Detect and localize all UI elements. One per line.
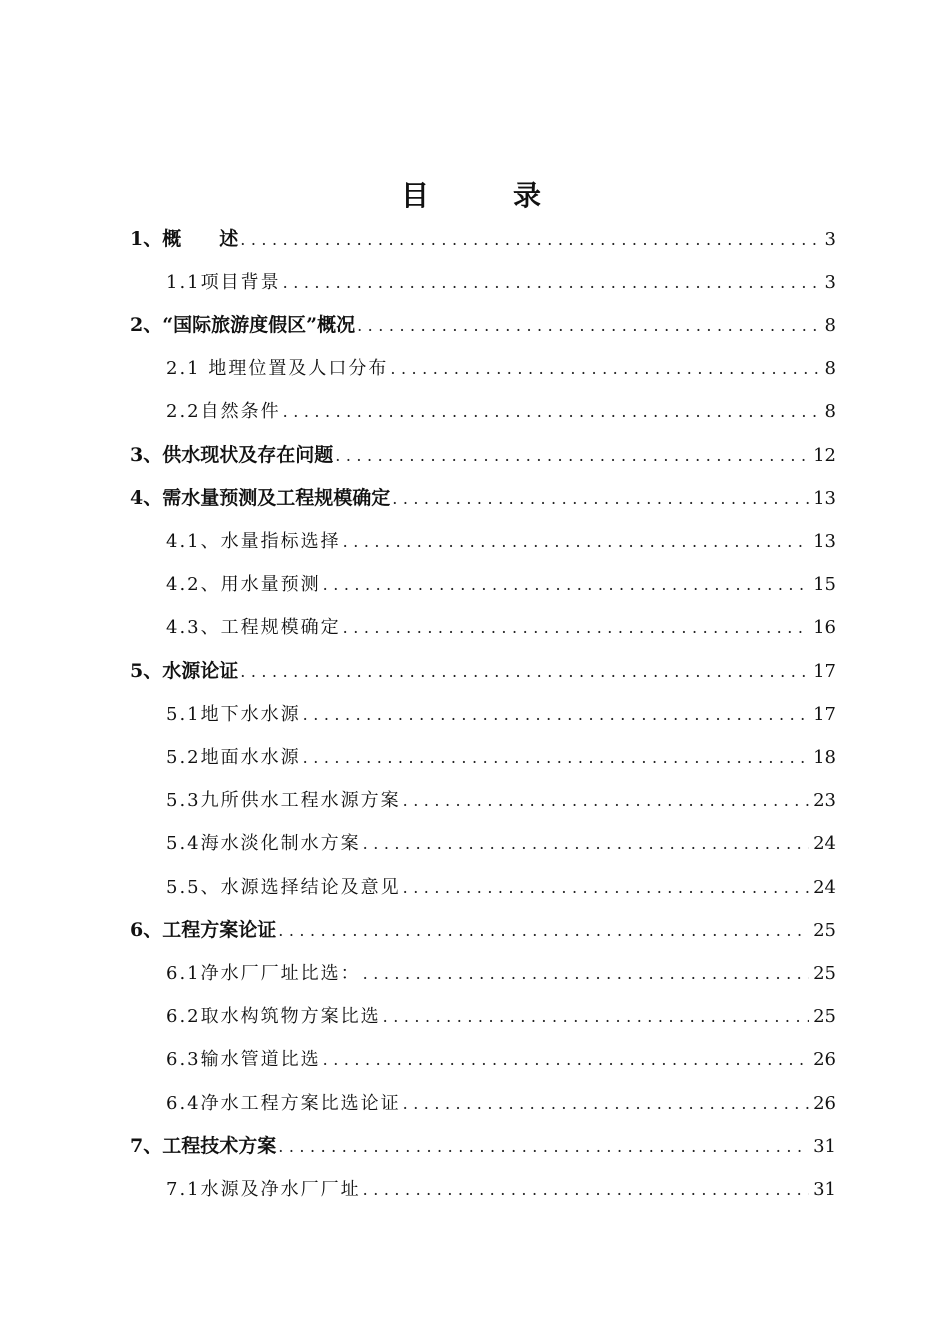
toc-entry-label: 4.1、水量指标选择 — [166, 530, 341, 552]
toc-entry[interactable] — [0, 994, 950, 1037]
toc-entry[interactable] — [0, 691, 950, 734]
toc-entry-page-number: 8 — [824, 315, 836, 337]
toc-entry[interactable] — [0, 346, 950, 389]
toc-entry[interactable] — [0, 389, 950, 432]
toc-entry[interactable] — [0, 1166, 950, 1209]
toc-entry-label: 1、概 述 — [130, 228, 239, 250]
toc-dot-leader — [323, 575, 809, 594]
toc-entry-page-number: 17 — [813, 661, 836, 682]
toc-entry-page-number: 25 — [813, 920, 836, 942]
toc-entry-page-number: 25 — [813, 962, 836, 984]
toc-entry-label: 4、需水量预测及工程规模确定 — [130, 487, 391, 510]
toc-dot-leader — [392, 489, 809, 508]
toc-entry[interactable] — [0, 950, 950, 993]
toc-dot-leader — [403, 1094, 809, 1113]
toc-entry-label: 2.2自然条件 — [166, 401, 281, 423]
toc-dot-leader — [403, 878, 809, 897]
toc-entry-label: 5.4海水淡化制水方案 — [166, 833, 361, 855]
toc-entry-page-number: 26 — [813, 1092, 836, 1114]
toc-entry[interactable] — [0, 864, 950, 907]
toc-dot-leader — [403, 791, 809, 810]
toc-dot-leader — [283, 273, 821, 292]
toc-entry-label: 5.5、水源选择结论及意见 — [166, 876, 401, 898]
toc-entry-label: 6.2取水构筑物方案比选 — [166, 1006, 381, 1028]
toc-entry-page-number: 31 — [813, 1136, 836, 1158]
toc-entry-label: 6.3输水管道比选 — [166, 1049, 321, 1071]
toc-dot-leader — [343, 532, 809, 551]
toc-entry[interactable] — [0, 259, 950, 302]
toc-entry-label: 4.2、用水量预测 — [166, 574, 321, 596]
toc-entry[interactable] — [0, 605, 950, 648]
toc-entry-label: 7.1水源及净水厂厂址 — [166, 1178, 361, 1200]
toc-entry[interactable] — [0, 518, 950, 561]
toc-entry-label: 1.1项目背景 — [166, 271, 281, 293]
toc-entry-label: 5.1地下水水源 — [166, 703, 301, 725]
toc-dot-leader — [303, 748, 809, 767]
toc-dot-leader — [363, 964, 809, 983]
toc-entry-page-number: 15 — [813, 574, 836, 596]
toc-entry-page-number: 8 — [824, 358, 836, 380]
toc-dot-leader — [278, 1137, 809, 1156]
toc-entry-label: 3、供水现状及存在问题 — [130, 444, 334, 466]
toc-entry[interactable] — [0, 1080, 950, 1123]
toc-entry[interactable] — [0, 821, 950, 864]
toc-entry-page-number: 13 — [813, 530, 836, 552]
toc-entry-page-number: 3 — [824, 229, 836, 250]
toc-entry-label: 6.4净水工程方案比选论证 — [166, 1092, 401, 1114]
toc-entry[interactable] — [0, 907, 950, 950]
toc-entry-page-number: 3 — [824, 271, 836, 293]
toc-entry[interactable] — [0, 562, 950, 605]
toc-entry-page-number: 18 — [813, 746, 836, 768]
toc-dot-leader — [240, 230, 820, 249]
toc-entry-label: 5.3九所供水工程水源方案 — [166, 790, 401, 812]
toc-entry-page-number: 17 — [813, 703, 836, 725]
toc-entry[interactable] — [0, 302, 950, 345]
toc-dot-leader — [283, 402, 821, 421]
toc-entry-label: 5.2地面水水源 — [166, 746, 301, 768]
toc-dot-leader — [323, 1050, 809, 1069]
toc-dot-leader — [343, 618, 809, 637]
toc-entry-page-number: 31 — [813, 1178, 836, 1200]
toc-entry[interactable] — [0, 432, 950, 475]
toc-entry[interactable] — [0, 1037, 950, 1080]
toc-entry-label: 7、工程技术方案 — [130, 1135, 277, 1158]
toc-entry-page-number: 13 — [813, 488, 836, 510]
toc-dot-leader — [363, 834, 809, 853]
toc-entry-label: 6、工程方案论证 — [130, 919, 277, 942]
toc-dot-leader — [363, 1180, 809, 1199]
toc-dot-leader — [390, 359, 820, 378]
toc-entry[interactable] — [0, 1123, 950, 1166]
toc-entry-label: 5、水源论证 — [130, 660, 239, 682]
toc-dot-leader — [335, 446, 809, 465]
toc-entry[interactable] — [0, 734, 950, 777]
toc-title: 目 录 — [400, 179, 569, 212]
toc-entry[interactable] — [0, 475, 950, 518]
toc-entry-page-number: 24 — [813, 876, 836, 898]
toc-entry-page-number: 23 — [813, 790, 836, 812]
toc-dot-leader — [303, 705, 809, 724]
toc-entry[interactable] — [0, 778, 950, 821]
toc-entry[interactable] — [0, 216, 950, 259]
toc-entry-label: 2.1 地理位置及人口分布 — [166, 358, 389, 380]
toc-entry-page-number: 12 — [813, 445, 836, 466]
toc-dot-leader — [240, 662, 809, 681]
toc-dot-leader — [278, 921, 809, 940]
toc-entry[interactable] — [0, 648, 950, 691]
toc-entry-page-number: 16 — [813, 617, 836, 639]
toc-entry-label: 4.3、工程规模确定 — [166, 617, 341, 639]
toc-entry-page-number: 26 — [813, 1049, 836, 1071]
toc-dot-leader — [357, 316, 820, 335]
toc-entry-page-number: 8 — [824, 401, 836, 423]
toc-dot-leader — [383, 1007, 809, 1026]
toc-entry-label: 2、“国际旅游度假区”概况 — [130, 314, 356, 337]
toc-entry-page-number: 25 — [813, 1006, 836, 1028]
toc-entry-label: 6.1净水厂厂址比选： — [166, 962, 361, 984]
toc-entry-page-number: 24 — [813, 833, 836, 855]
